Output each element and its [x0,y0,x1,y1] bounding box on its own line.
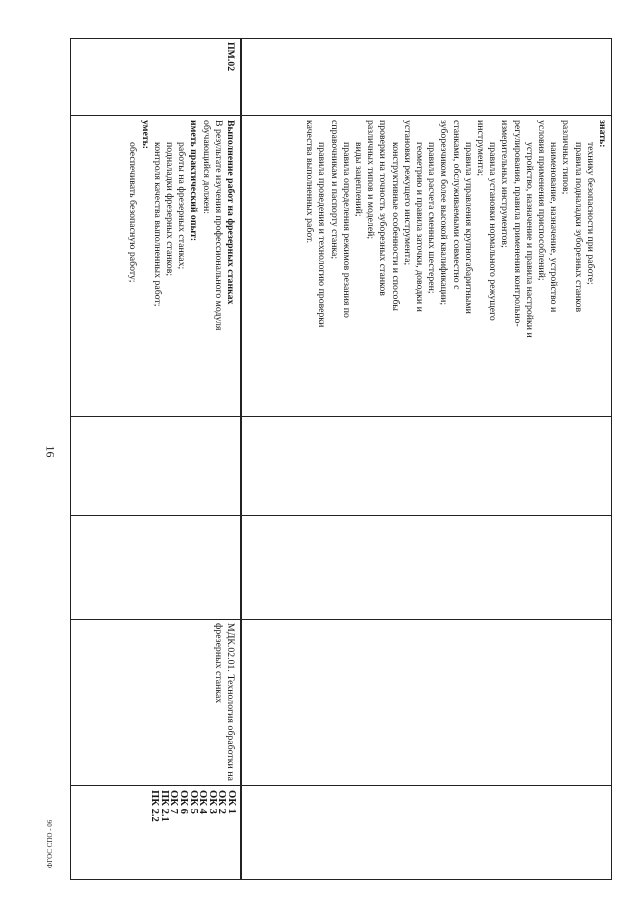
row2-module-cell [76,120,236,414]
text-line: Выполнение работ на фрезерных станках [225,120,236,305]
col-divider-1 [70,115,612,116]
competency-code: ОК 6 [178,790,190,814]
competency-code: ОК 1 [226,790,237,814]
text-line: правила расчета сменных шестерен; [426,142,438,294]
text-line: зуборезчиком более высокой квалификации; [438,120,450,306]
text-line: качества выполненных работ. [304,120,316,244]
table-border-right [70,879,612,880]
col-divider-2 [70,416,612,417]
row-divider [241,38,243,880]
text-line: правила определения режимов резания по [340,142,352,318]
table-border-top [611,38,612,880]
text-line: иметь практический опыт: [188,120,200,242]
col-divider-5 [70,785,612,786]
text-line: технику безопасности при работе; [584,142,596,285]
text-line: различных типов и моделей; [365,120,377,240]
col-divider-3 [70,515,612,516]
page-number: 16 [43,445,58,458]
text-line: конструктивные особенности и способы [389,142,401,312]
row1-knowledge-cell [246,120,608,414]
text-line: виды зацеплений; [352,142,364,217]
text-line: контроля качества выполненных работ; [151,142,163,307]
text-line: правила проведения и технологию проверки [316,142,328,328]
text-line: проверки на точность зуборезных станков [377,120,389,296]
competency-table [70,38,612,880]
text-line: правила подналадки зуборезных станков [572,142,584,313]
competency-code: ПК 2.2 [149,790,161,822]
text-line: наименование, назначение, устройство и [548,142,560,313]
competency-code: ПК 2.1 [158,790,170,822]
rotated-table-wrapper [70,38,612,880]
text-line: подналадки фрезерных станков; [163,142,175,277]
text-line: устройство, назначение и правила настройки и [523,142,535,338]
text-line: геометрию и правила заточки, доводки и [413,142,425,312]
text-line: обучающийся должен: [200,120,212,214]
competency-code: ОК 2 [216,790,228,814]
text-line: условия применения приспособлений; [535,120,547,281]
competencies-cell [150,790,236,876]
competency-code: ОК 4 [197,790,209,814]
text-line: обеспечивать безопасную работу; [127,142,139,283]
text-line: справочникам и паспорту станка; [328,120,340,260]
text-line: инструмента; [474,120,486,177]
text-line: уметь: [139,120,151,150]
text-line: В результате изучения профессионального модуля [212,120,224,331]
module-code: ПМ.02 [225,42,236,72]
text-line: работы на фрезерных станках; [176,142,188,270]
table-border-left [70,38,612,39]
competency-code: ОК 3 [206,790,218,814]
table-border-bottom [70,38,71,880]
text-line: правила установки нормального режущего [487,142,499,321]
competency-code: ОК 5 [187,790,199,814]
text-line: установки режущего инструмента; [401,120,413,266]
col-divider-4 [70,619,612,620]
footer-mark: ФГОС СПО - 06 [46,819,54,869]
text-line: станками, обслуживаемыми совместно с [450,120,462,290]
text-line: правила управления крупногабаритными [462,142,474,314]
competency-code: ОК 7 [168,790,180,814]
text-line: знать: [597,120,608,148]
mdk-cell: МДК.02.01. Технология обработки на фрезерных станках [212,623,236,781]
text-line: регулирования, правила применения контрольно- [511,120,523,327]
text-line: различных типов; [560,120,572,195]
text-line: измерительных инструментов; [499,120,511,248]
